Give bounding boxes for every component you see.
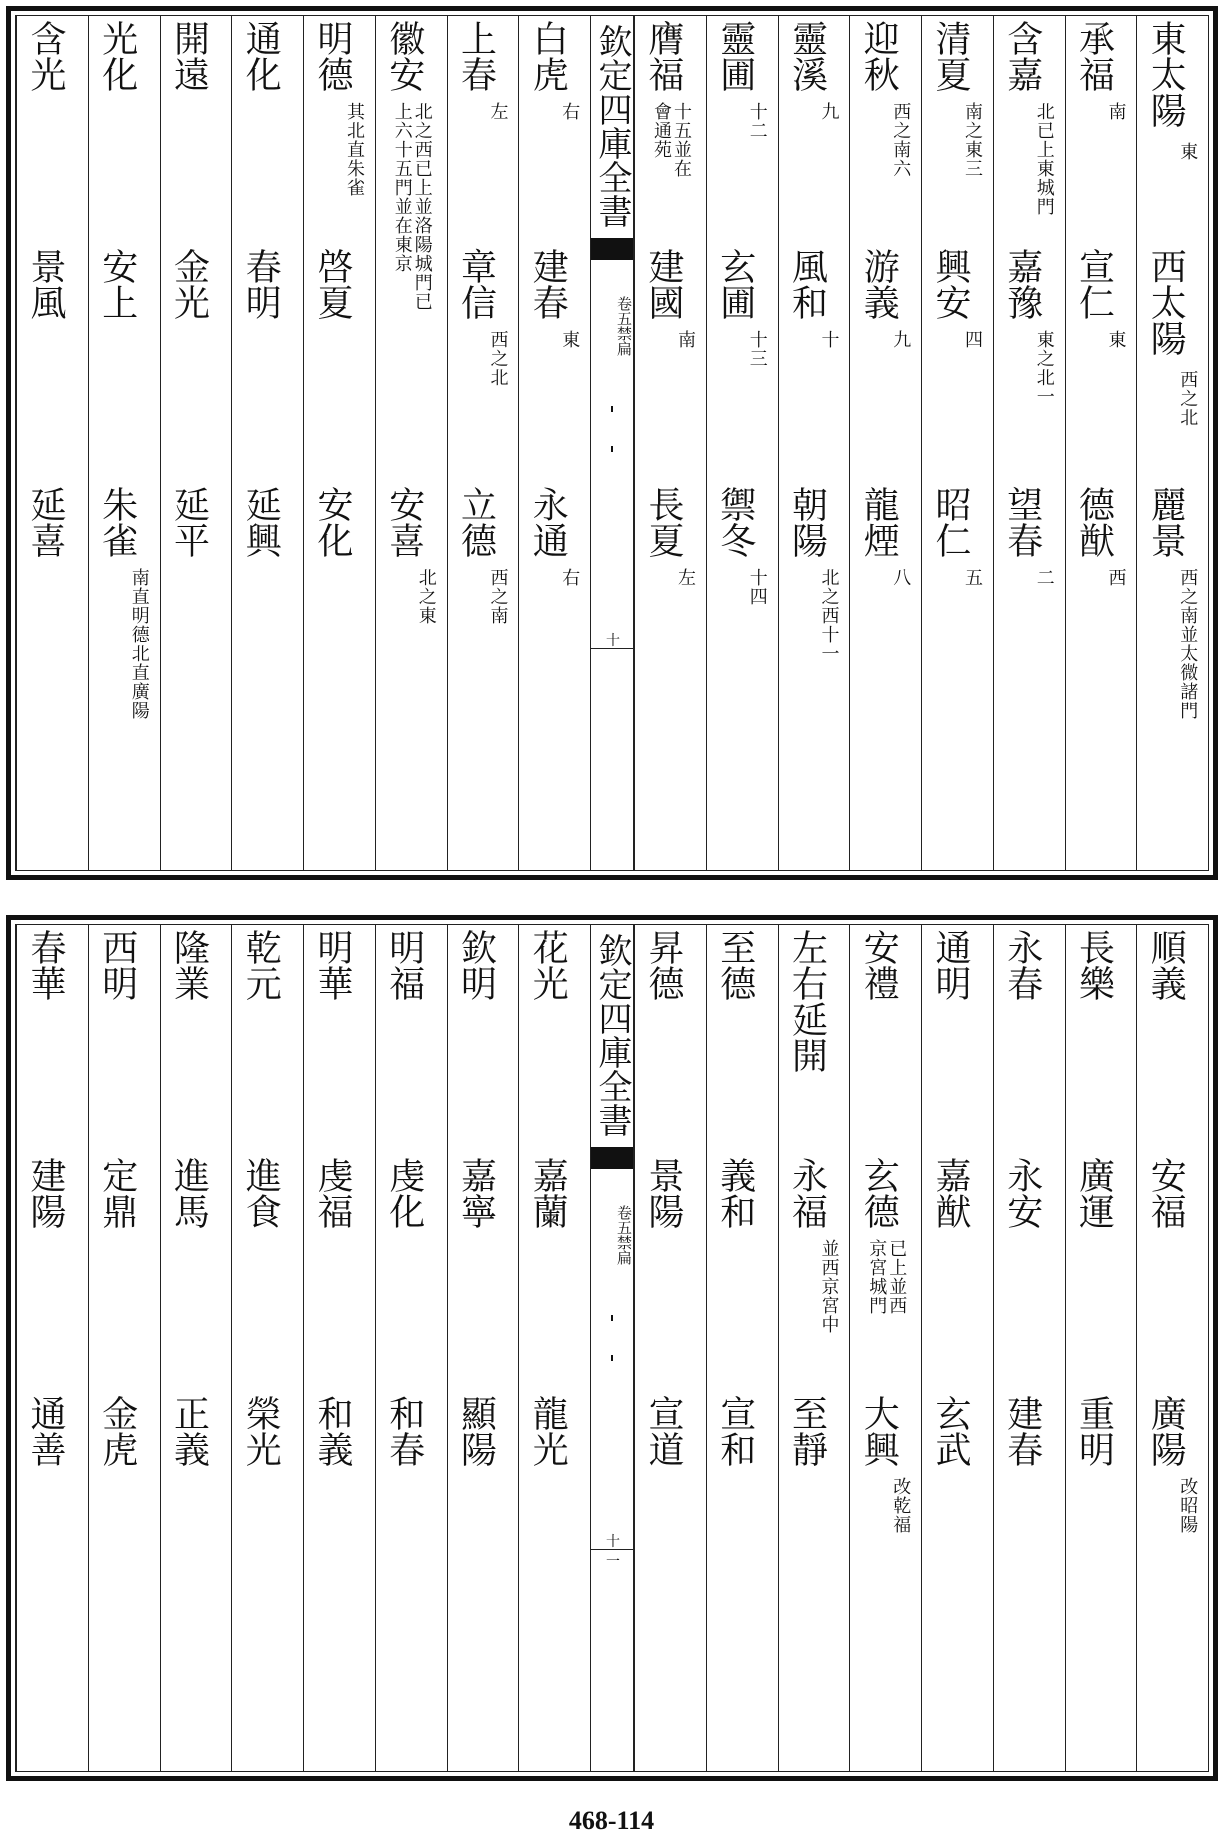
gate-name: 麗景 bbox=[1145, 486, 1187, 558]
gate-name: 嘉豫 bbox=[1001, 248, 1043, 320]
gate-name: 光化 bbox=[96, 20, 138, 92]
gate-annotation: 東之北一 bbox=[1033, 330, 1055, 406]
gate-name: 通善 bbox=[25, 1395, 66, 1467]
gate-annotation: 東 bbox=[1105, 330, 1127, 349]
gate-name: 膺福 bbox=[643, 20, 684, 92]
gate-name: 宣仁 bbox=[1073, 248, 1115, 320]
gate-annotation: 西之南並太微諸門 bbox=[1177, 568, 1199, 720]
gate-annotation: 西之南 bbox=[487, 568, 509, 625]
gate-name: 清夏 bbox=[930, 20, 971, 92]
bottom-page-column-l7 bbox=[88, 925, 160, 1771]
gate-name: 安喜 bbox=[383, 486, 425, 558]
gate-name: 嘉蘭 bbox=[527, 1157, 569, 1229]
juan-number: 卷五 bbox=[615, 1205, 633, 1235]
gate-annotation: 十五並在會通苑 bbox=[651, 102, 692, 178]
gate-name: 通明 bbox=[930, 929, 971, 1001]
gate-name: 嘉寧 bbox=[455, 1157, 497, 1229]
gate-name: 乾元 bbox=[240, 929, 282, 1001]
gate-name: 龍光 bbox=[527, 1395, 569, 1467]
gate-name: 長樂 bbox=[1073, 929, 1115, 1001]
gate-name: 望春 bbox=[1001, 486, 1043, 558]
fishtail-mark-icon bbox=[591, 238, 633, 260]
center-dot bbox=[611, 1355, 613, 1361]
gate-name: 義和 bbox=[714, 1157, 756, 1229]
top-page-column-r8 bbox=[634, 16, 706, 870]
top-book-page bbox=[6, 6, 1218, 880]
gate-name: 通化 bbox=[240, 20, 282, 92]
gate-name: 宣和 bbox=[714, 1395, 756, 1467]
chapter-label bbox=[593, 296, 633, 356]
gate-annotation: 已上並西京宮城門 bbox=[866, 1239, 908, 1315]
gate-name: 進食 bbox=[240, 1157, 282, 1229]
gate-name: 景風 bbox=[25, 248, 66, 320]
gate-name: 進馬 bbox=[168, 1157, 210, 1229]
bottom-page-column-l1 bbox=[518, 925, 590, 1771]
center-dot bbox=[611, 406, 613, 412]
top-page-column-l4 bbox=[303, 16, 375, 870]
center-rule bbox=[591, 648, 633, 649]
gate-name: 正義 bbox=[168, 1395, 210, 1467]
gate-annotation: 北之東 bbox=[415, 568, 437, 625]
gate-name: 龍煙 bbox=[858, 486, 900, 558]
folio-number: 十 bbox=[606, 633, 620, 649]
gate-name: 建春 bbox=[527, 248, 569, 320]
section-name: 禁扁 bbox=[615, 1235, 633, 1265]
gate-name: 游義 bbox=[858, 248, 900, 320]
gate-name: 左右延開 bbox=[786, 929, 828, 1073]
gate-annotation: 右 bbox=[559, 102, 581, 121]
center-fold-strip bbox=[590, 925, 634, 1771]
gate-annotation: 二 bbox=[1033, 568, 1055, 587]
gate-name: 廣運 bbox=[1073, 1157, 1115, 1229]
gate-annotation: 東 bbox=[1177, 142, 1199, 161]
bottom-page-column-l3 bbox=[375, 925, 447, 1771]
top-page-column-l3 bbox=[375, 16, 447, 870]
top-page-frame bbox=[15, 15, 1209, 871]
gate-name: 延興 bbox=[240, 486, 282, 558]
gate-name: 上春 bbox=[455, 20, 497, 92]
gate-annotation: 並西京宮中 bbox=[818, 1239, 840, 1334]
juan-number: 卷五 bbox=[615, 296, 633, 326]
gate-name: 含光 bbox=[25, 20, 66, 92]
gate-name: 興安 bbox=[930, 248, 971, 320]
gate-name: 定鼎 bbox=[96, 1157, 138, 1229]
gate-name: 明華 bbox=[312, 929, 353, 1001]
gate-name: 玄德 bbox=[858, 1157, 900, 1229]
gate-annotation: 五 bbox=[962, 568, 983, 587]
gate-name: 和義 bbox=[312, 1395, 353, 1467]
gate-annotation: 其北直朱雀 bbox=[344, 102, 365, 197]
top-page-column-l7 bbox=[88, 16, 160, 870]
gate-name: 金虎 bbox=[96, 1395, 138, 1467]
center-fold-strip bbox=[590, 16, 634, 870]
fishtail-mark-icon bbox=[591, 1147, 633, 1169]
gate-annotation: 八 bbox=[890, 568, 912, 587]
gate-name: 榮光 bbox=[240, 1395, 282, 1467]
gate-annotation: 東 bbox=[559, 330, 581, 349]
gate-name: 含嘉 bbox=[1001, 20, 1043, 92]
gate-name: 花光 bbox=[527, 929, 569, 1001]
gate-name: 昇德 bbox=[643, 929, 684, 1001]
chapter-label bbox=[593, 1205, 633, 1265]
gate-name: 德猷 bbox=[1073, 486, 1115, 558]
gate-annotation: 九 bbox=[890, 330, 912, 349]
top-page-column-l2 bbox=[447, 16, 519, 870]
top-page-column-l8 bbox=[16, 16, 88, 870]
gate-name: 重明 bbox=[1073, 1395, 1115, 1467]
gate-name: 廣陽 bbox=[1145, 1395, 1187, 1467]
gate-name: 明福 bbox=[383, 929, 425, 1001]
gate-name: 禦冬 bbox=[714, 486, 756, 558]
gate-name: 安福 bbox=[1145, 1157, 1187, 1229]
gate-name: 白虎 bbox=[527, 20, 569, 92]
center-rule bbox=[591, 1549, 633, 1550]
gate-annotation: 改昭陽 bbox=[1177, 1477, 1199, 1534]
gate-annotation: 四 bbox=[962, 330, 983, 349]
bottom-page-column-r6 bbox=[778, 925, 850, 1771]
gate-annotation: 北之西十一 bbox=[818, 568, 840, 663]
gate-name: 建國 bbox=[643, 248, 684, 320]
gate-name: 明德 bbox=[312, 20, 353, 92]
gate-name: 永安 bbox=[1001, 1157, 1043, 1229]
gate-annotation: 十二 bbox=[746, 102, 768, 140]
bottom-page-column-r3 bbox=[993, 925, 1065, 1771]
gate-name: 啓夏 bbox=[312, 248, 353, 320]
gate-name: 安禮 bbox=[858, 929, 900, 1001]
gate-name: 永福 bbox=[786, 1157, 828, 1229]
gate-name: 徽安 bbox=[383, 20, 425, 92]
top-page-column-l1 bbox=[518, 16, 590, 870]
bottom-page-column-r1 bbox=[1136, 925, 1208, 1771]
gate-annotation: 十三 bbox=[746, 330, 768, 368]
bottom-page-column-r7 bbox=[706, 925, 778, 1771]
gate-name: 建春 bbox=[1001, 1395, 1043, 1467]
bottom-page-column-l5 bbox=[231, 925, 303, 1771]
gate-name: 靈圃 bbox=[714, 20, 756, 92]
top-page-column-r2 bbox=[1065, 16, 1137, 870]
center-dot bbox=[611, 1315, 613, 1321]
bottom-page-column-r4 bbox=[921, 925, 993, 1771]
gate-name: 至靜 bbox=[786, 1395, 828, 1467]
gate-name: 靈溪 bbox=[786, 20, 828, 92]
gate-name: 朝陽 bbox=[786, 486, 828, 558]
gate-name: 虔化 bbox=[383, 1157, 425, 1229]
gate-name: 延平 bbox=[168, 486, 210, 558]
gate-name: 東太陽 bbox=[1145, 20, 1187, 128]
gate-annotation: 南 bbox=[1105, 102, 1127, 121]
gate-annotation: 改乾福 bbox=[890, 1477, 912, 1534]
top-page-column-l5 bbox=[231, 16, 303, 870]
gate-name: 安上 bbox=[96, 248, 138, 320]
gate-annotation: 右 bbox=[559, 568, 581, 587]
gate-annotation: 南之東三 bbox=[962, 102, 983, 178]
bottom-page-column-r8 bbox=[634, 925, 706, 1771]
gate-name: 永通 bbox=[527, 486, 569, 558]
gate-name: 玄圃 bbox=[714, 248, 756, 320]
folio-number: 十一 bbox=[606, 1534, 620, 1570]
gate-annotation: 九 bbox=[818, 102, 840, 121]
gate-name: 隆業 bbox=[168, 929, 210, 1001]
gate-name: 嘉猷 bbox=[930, 1157, 971, 1229]
section-name: 禁扁 bbox=[615, 326, 633, 356]
gate-name: 大興 bbox=[858, 1395, 900, 1467]
gate-annotation: 左 bbox=[675, 568, 696, 587]
gate-name: 朱雀 bbox=[96, 486, 138, 558]
bottom-page-column-r5 bbox=[849, 925, 921, 1771]
gate-annotation: 西之南六 bbox=[890, 102, 912, 178]
gate-name: 順義 bbox=[1145, 929, 1187, 1001]
top-page-column-r5 bbox=[849, 16, 921, 870]
gate-name: 西明 bbox=[96, 929, 138, 1001]
gate-name: 西太陽 bbox=[1145, 248, 1187, 356]
top-page-column-r7 bbox=[706, 16, 778, 870]
top-page-column-r3 bbox=[993, 16, 1065, 870]
top-page-column-r1 bbox=[1136, 16, 1208, 870]
gate-annotation: 十四 bbox=[746, 568, 768, 606]
bottom-book-page bbox=[6, 915, 1218, 1781]
book-title: 欽定四庫全書 bbox=[592, 933, 632, 1137]
gate-annotation: 北之西已上並洛陽城門已上六十五門並在東京 bbox=[391, 102, 433, 311]
gate-name: 風和 bbox=[786, 248, 828, 320]
gate-name: 玄武 bbox=[930, 1395, 971, 1467]
gate-name: 建陽 bbox=[25, 1157, 66, 1229]
gate-annotation: 西 bbox=[1105, 568, 1127, 587]
gate-name: 昭仁 bbox=[930, 486, 971, 558]
bottom-page-column-l8 bbox=[16, 925, 88, 1771]
gate-annotation: 西之北 bbox=[487, 330, 509, 387]
page-footer-number: 468-114 bbox=[568, 1806, 655, 1835]
bottom-page-column-l4 bbox=[303, 925, 375, 1771]
gate-annotation: 左 bbox=[487, 102, 509, 121]
gate-annotation: 十 bbox=[818, 330, 840, 349]
book-title: 欽定四庫全書 bbox=[592, 24, 632, 228]
gate-annotation: 北已上東城門 bbox=[1033, 102, 1055, 216]
gate-name: 春明 bbox=[240, 248, 282, 320]
gate-name: 宣道 bbox=[643, 1395, 684, 1467]
bottom-page-frame bbox=[15, 924, 1209, 1772]
gate-annotation: 南 bbox=[675, 330, 696, 349]
top-page-column-l6 bbox=[160, 16, 232, 870]
bottom-page-column-r2 bbox=[1065, 925, 1137, 1771]
gate-annotation: 西之北 bbox=[1177, 370, 1199, 427]
bottom-page-column-l2 bbox=[447, 925, 519, 1771]
gate-name: 景陽 bbox=[643, 1157, 684, 1229]
center-dot bbox=[611, 446, 613, 452]
gate-name: 欽明 bbox=[455, 929, 497, 1001]
gate-name: 長夏 bbox=[643, 486, 684, 558]
bottom-page-column-l6 bbox=[160, 925, 232, 1771]
gate-name: 開遠 bbox=[168, 20, 210, 92]
gate-name: 顯陽 bbox=[455, 1395, 497, 1467]
gate-name: 永春 bbox=[1001, 929, 1043, 1001]
gate-name: 延喜 bbox=[25, 486, 66, 558]
gate-name: 迎秋 bbox=[858, 20, 900, 92]
gate-name: 金光 bbox=[168, 248, 210, 320]
gate-name: 虔福 bbox=[312, 1157, 353, 1229]
gate-name: 立德 bbox=[455, 486, 497, 558]
top-page-column-r6 bbox=[778, 16, 850, 870]
gate-name: 至德 bbox=[714, 929, 756, 1001]
gate-name: 安化 bbox=[312, 486, 353, 558]
gate-annotation: 南直明德北直廣陽 bbox=[128, 568, 150, 720]
gate-name: 章信 bbox=[455, 248, 497, 320]
gate-name: 和春 bbox=[383, 1395, 425, 1467]
gate-name: 春華 bbox=[25, 929, 66, 1001]
top-page-column-r4 bbox=[921, 16, 993, 870]
gate-name: 承福 bbox=[1073, 20, 1115, 92]
